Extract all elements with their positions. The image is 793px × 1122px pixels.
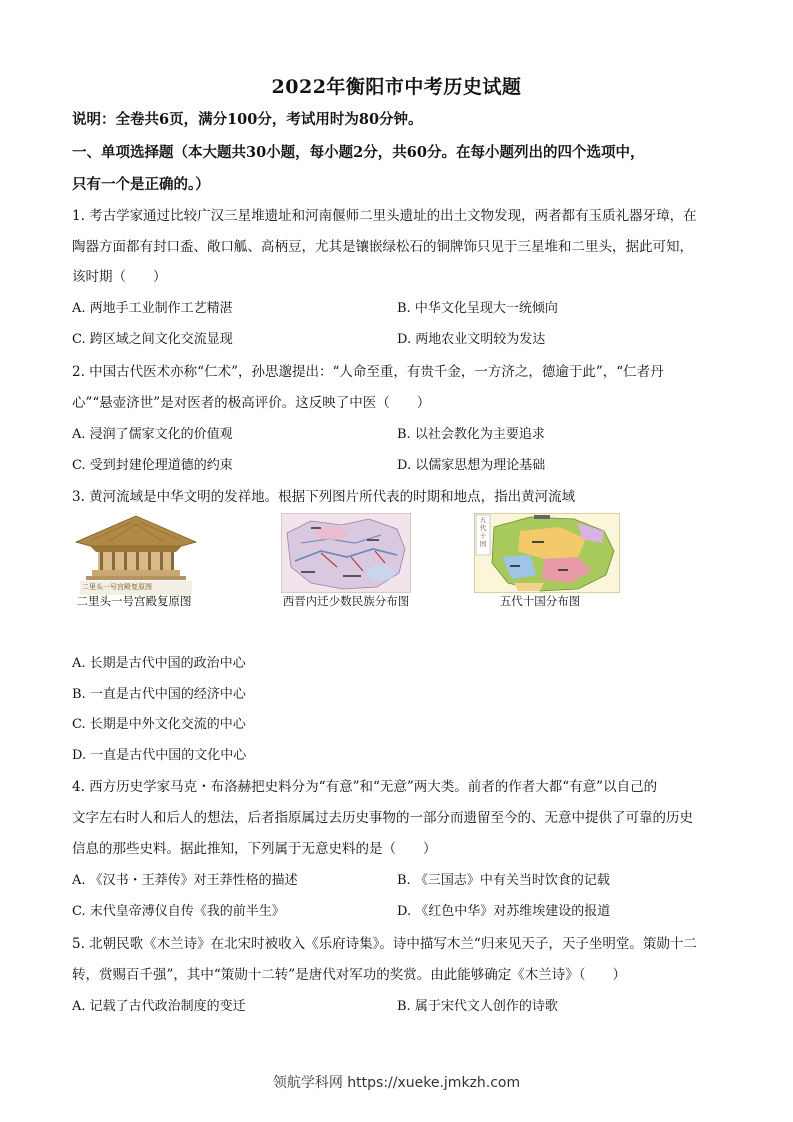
question-4-line-1: 4. 西方历史学家马克・布洛赫把史料分为“有意”和“无意”两大类。前者的作者大都“有意”以自己的: [72, 779, 658, 795]
question-4-option-c[interactable]: C. 末代皇帝溥仪自传《我的前半生》: [72, 904, 285, 919]
question-5-option-b[interactable]: B. 属于宋代文人创作的诗歌: [397, 999, 558, 1014]
palace-reconstruction-image: [72, 512, 200, 598]
question-2-line-2: 心”“悬壶济世”是对医者的极高评价。这反映了中医（ ）: [72, 395, 431, 411]
question-4-option-a[interactable]: A. 《汉书・王莽传》对王莽性格的描述: [72, 873, 298, 888]
western-jin-map-image: [281, 513, 411, 593]
five-dynasties-map-label: 五代十国: [479, 516, 487, 548]
section-heading-line-1: 一、单项选择题（本大题共30小题，每小题2分，共60分。在每小题列出的四个选项中，: [72, 144, 645, 161]
page-title: 2022年衡阳市中考历史试题: [271, 76, 522, 98]
question-3-option-d[interactable]: D. 一直是古代中国的文化中心: [72, 748, 247, 763]
figure-1-caption: 二里头一号宫殿复原图: [76, 594, 192, 608]
question-2-option-d[interactable]: D. 以儒家思想为理论基础: [397, 458, 546, 473]
question-2-option-b[interactable]: B. 以社会教化为主要追求: [397, 427, 545, 442]
question-1-option-b[interactable]: B. 中华文化呈现大一统倾向: [397, 301, 558, 316]
question-2-option-a[interactable]: A. 浸润了儒家文化的价值观: [72, 427, 233, 442]
exam-note: 说明：全卷共6页，满分100分，考试用时为80分钟。: [72, 111, 423, 128]
question-5-line-2: 转，赏赐百千强”，其中“策勋十二转”是唐代对军功的奖赏。由此能够确定《木兰诗》（ ）: [72, 967, 626, 983]
question-3-option-c[interactable]: C. 长期是中外文化交流的中心: [72, 717, 246, 732]
question-4-option-d[interactable]: D. 《红色中华》对苏维埃建设的报道: [397, 904, 611, 919]
five-dynasties-map-image: [474, 513, 620, 593]
question-1-line-1: 1. 考古学家通过比较广汉三星堆遗址和河南偃师二里头遗址的出土文物发现，两者都有玉质礼器牙璋，在: [72, 208, 697, 224]
palace-image-label: 二里头一号宫殿复原图: [82, 583, 152, 591]
question-3-option-a[interactable]: A. 长期是古代中国的政治中心: [72, 656, 246, 671]
question-3-option-b[interactable]: B. 一直是古代中国的经济中心: [72, 687, 246, 702]
figure-3-caption: 五代十国分布图: [499, 594, 581, 608]
question-1-option-c[interactable]: C. 跨区域之间文化交流显现: [72, 332, 233, 347]
question-4-line-2: 文字左右时人和后人的想法，后者指原属过去历史事物的一部分而遗留至今的、无意中提供了可靠的历史: [72, 810, 693, 826]
question-2-option-c[interactable]: C. 受到封建伦理道德的约束: [72, 458, 233, 473]
question-4-line-3: 信息的那些史料。据此推知，下列属于无意史料的是（ ）: [72, 841, 437, 857]
question-2-line-1: 2. 中国古代医术亦称“仁术”，孙思邈提出：“人命至重，有贵千金，一方济之，德逾于此”，“仁者丹: [72, 364, 664, 380]
figure-2-caption: 西晋内迁少数民族分布图: [282, 594, 410, 608]
question-1-option-d[interactable]: D. 两地农业文明较为发达: [397, 332, 546, 347]
question-5-line-1: 5. 北朝民歌《木兰诗》在北宋时被收入《乐府诗集》。诗中描写木兰“归来见天子，天子坐明堂。策勋十二: [72, 936, 697, 952]
question-1-option-a[interactable]: A. 两地手工业制作工艺精湛: [72, 301, 233, 316]
section-heading-line-2: 只有一个是正确的。）: [72, 176, 210, 193]
question-1-line-2: 陶器方面都有封口盉、敞口觚、高柄豆，尤其是镶嵌绿松石的铜牌饰只见于三星堆和二里头，据此可知，: [72, 239, 693, 255]
question-1-line-3: 该时期（ ）: [72, 269, 167, 285]
page-footer-watermark: 领航学科网 https://xueke.jmkzh.com: [272, 1075, 521, 1091]
question-4-option-b[interactable]: B. 《三国志》中有关当时饮食的记载: [397, 873, 610, 888]
question-3-line-1: 3. 黄河流域是中华文明的发祥地。根据下列图片所代表的时期和地点，指出黄河流域: [72, 489, 576, 505]
question-5-option-a[interactable]: A. 记载了古代政治制度的变迁: [72, 999, 246, 1014]
